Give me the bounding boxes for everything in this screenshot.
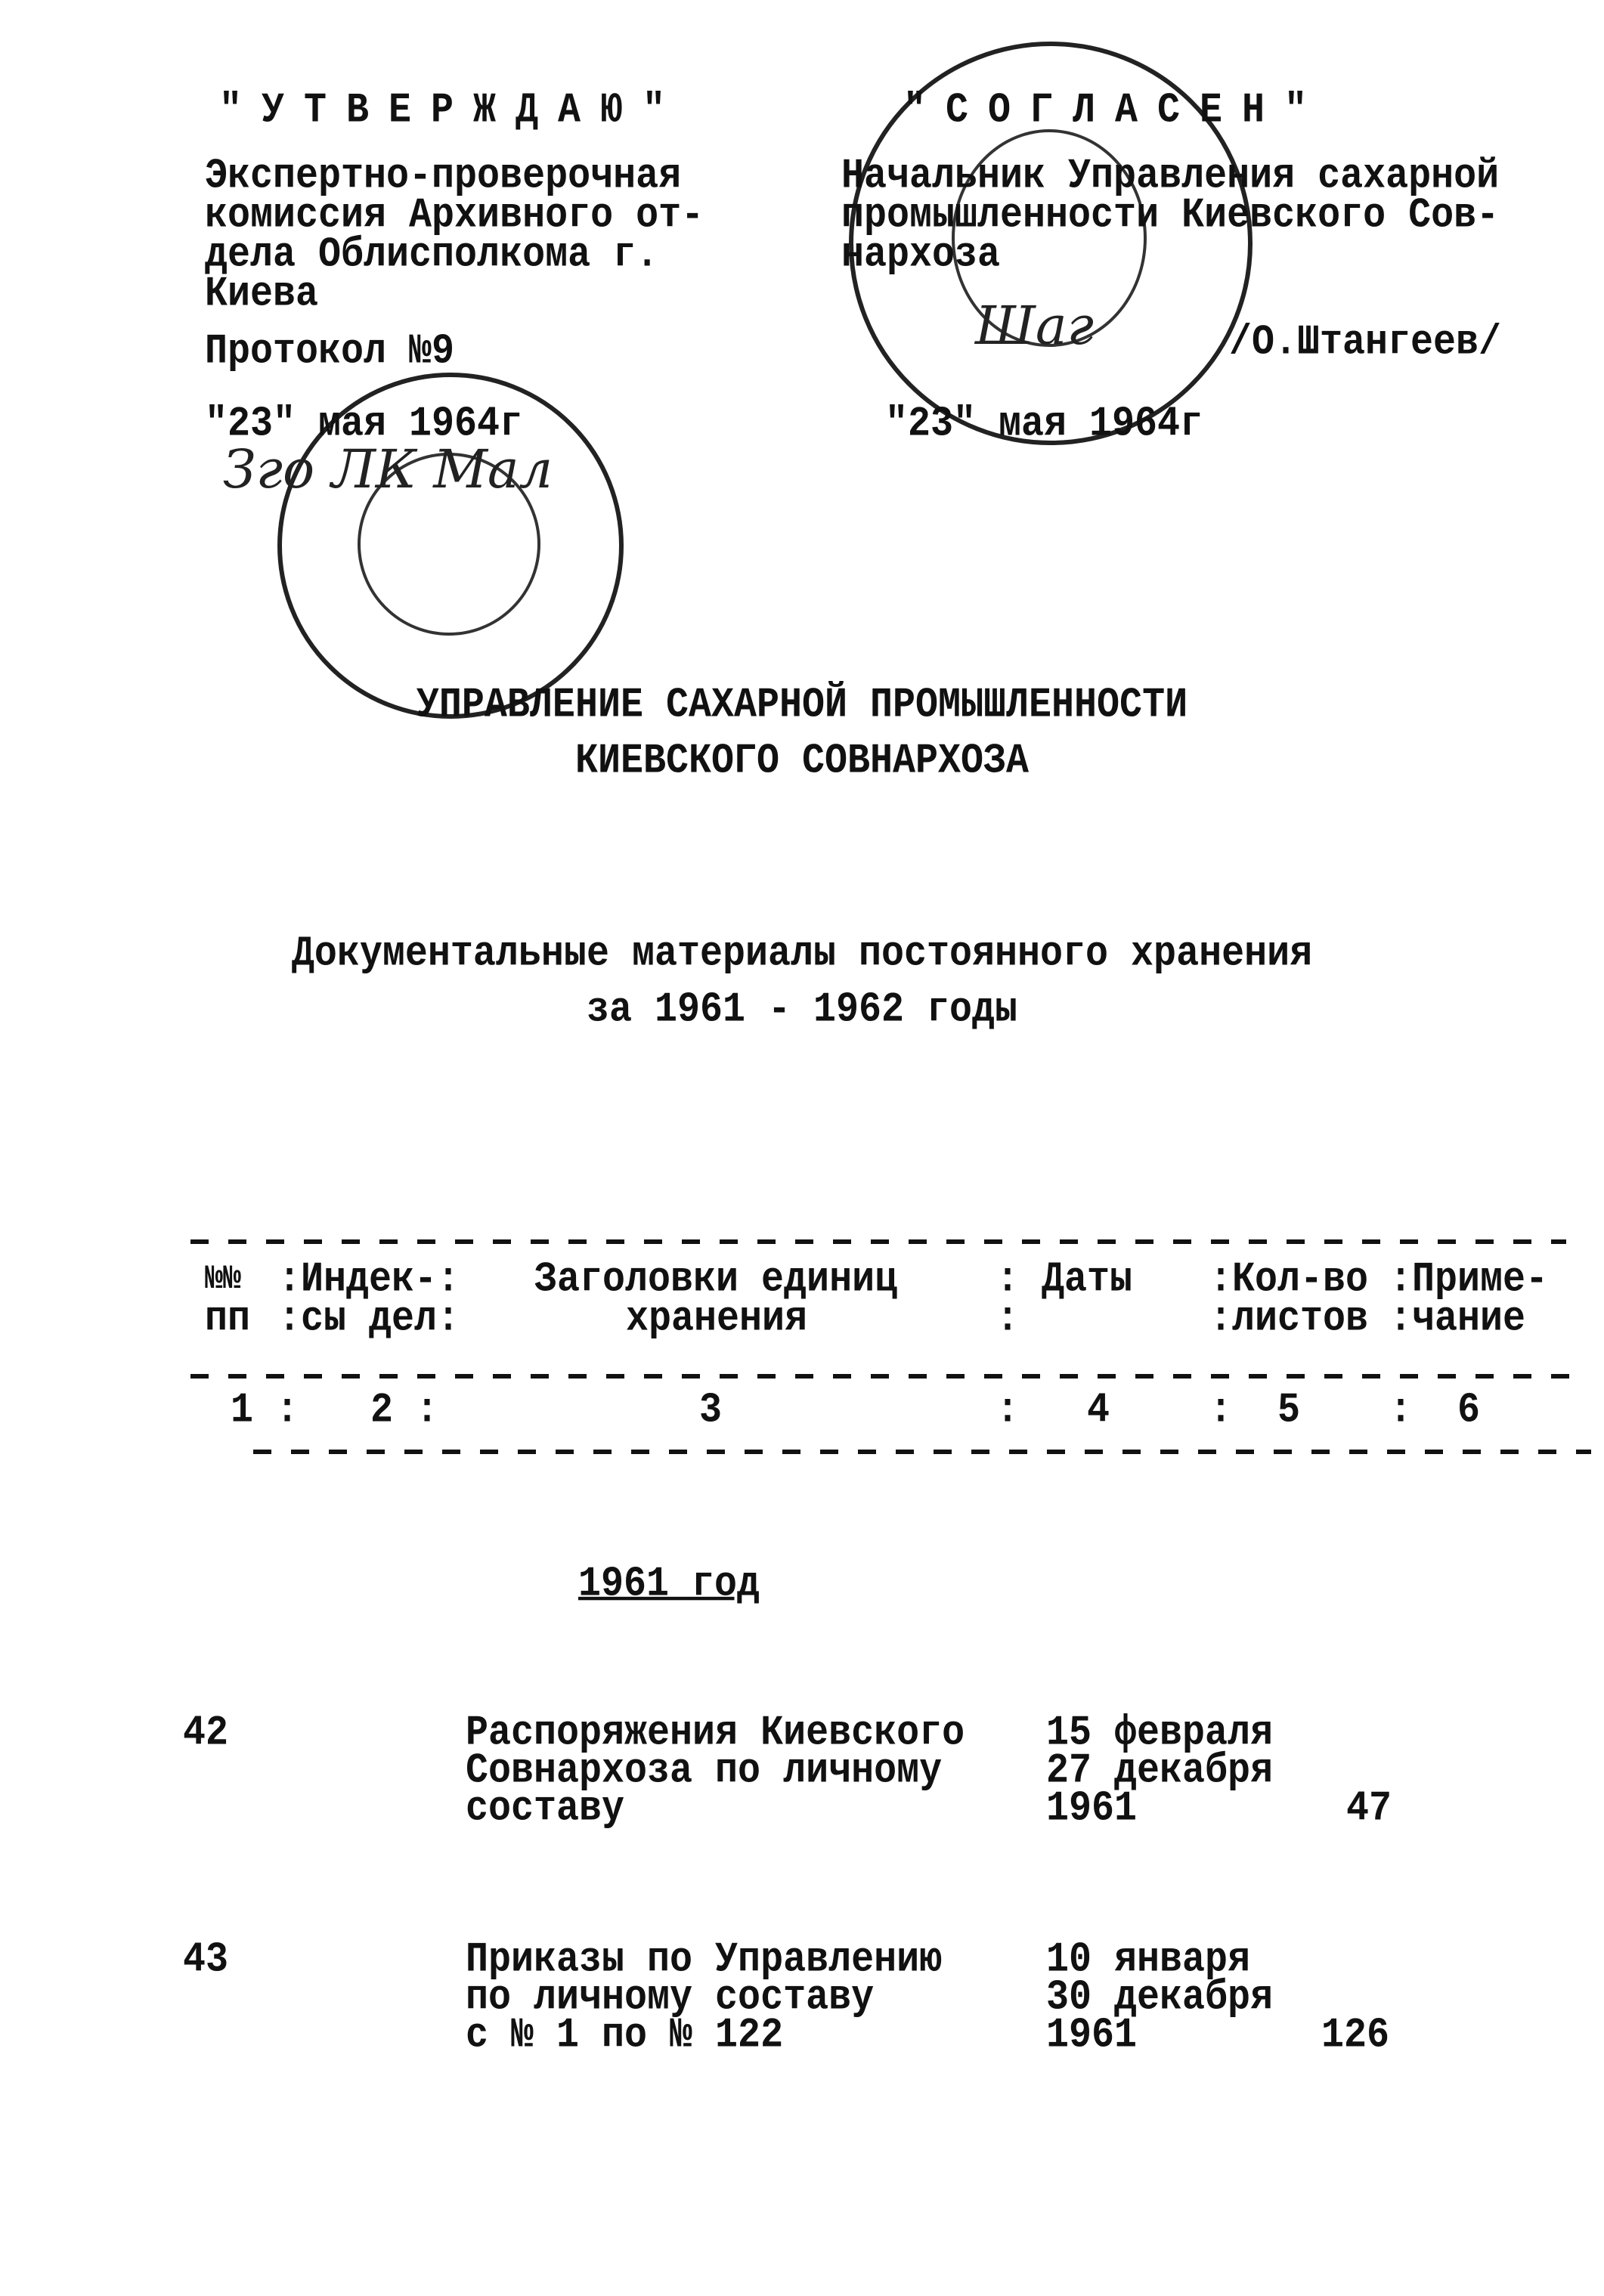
row-title: по личному составу (466, 1973, 875, 2022)
section-year: 1961 год (578, 1560, 760, 1609)
document-subtitle: Документальные материалы постоянного хранения (291, 930, 1313, 979)
approval-line: Киева (205, 270, 319, 319)
column-number: : 5 (1209, 1386, 1301, 1435)
approval-line: комиссия Архивного от- (205, 191, 704, 240)
agreement-line: нархоза (841, 231, 1001, 280)
row-number: 43 (183, 1936, 229, 1985)
header-index: :Индек-: (278, 1255, 460, 1304)
agreement-signatory: /О.Штангеев/ (1229, 318, 1502, 367)
row-title: с № 1 по № 122 (466, 2011, 784, 2060)
organization-title: УПРАВЛЕНИЕ САХАРНОЙ ПРОМЫШЛЕННОСТИ (416, 681, 1188, 730)
table-divider (190, 1239, 1566, 1244)
header-dates: : (996, 1295, 1020, 1344)
row-title: Приказы по Управлению (466, 1936, 943, 1985)
column-number: 2 : (370, 1386, 439, 1435)
table-divider (190, 1374, 1581, 1379)
header-title: хранения (626, 1295, 808, 1344)
header-sheets: :листов (1209, 1295, 1369, 1344)
header-notes: :Приме- (1389, 1255, 1549, 1304)
header-title: Заголовки единиц (534, 1255, 898, 1304)
row-dates: 1961 (1046, 2011, 1138, 2060)
row-dates: 1961 (1046, 1784, 1138, 1833)
header-number: №№ (205, 1261, 242, 1299)
row-dates: 15 февраля (1046, 1709, 1274, 1758)
column-number: 1 : (231, 1386, 299, 1435)
organization-title: КИЕВСКОГО СОВНАРХОЗА (574, 737, 1030, 786)
protocol-number: Протокол №9 (205, 327, 455, 376)
agreement-line: Начальник Управления сахарной (841, 152, 1500, 201)
row-dates: 30 декабря (1046, 1973, 1274, 2022)
row-sheets: 126 (1321, 2011, 1390, 2060)
document-subtitle: за 1961 - 1962 годы (586, 986, 1018, 1035)
column-number: 3 (699, 1386, 723, 1435)
row-number: 42 (183, 1709, 229, 1758)
column-number: : 6 (1389, 1386, 1481, 1435)
column-number: : 4 (996, 1386, 1110, 1435)
row-title: Распоряжения Киевского (466, 1709, 965, 1758)
signature-left: Зго ЛК Мал (223, 438, 553, 500)
approval-date: "23" мая 1964г (205, 400, 523, 449)
row-title: составу (466, 1784, 625, 1833)
row-dates: 10 января (1046, 1936, 1251, 1985)
header-index: :сы дел: (278, 1295, 460, 1344)
header-dates: : Даты (996, 1255, 1133, 1304)
row-title: Совнархоза по личному (466, 1747, 943, 1796)
header-sheets: :Кол-во (1209, 1255, 1369, 1304)
agreement-heading: "СОГЛАСЕН" (903, 86, 1327, 135)
agreement-date: "23" мая 1964г (885, 400, 1203, 449)
header-number: пп (205, 1295, 251, 1344)
approval-line: дела Облисполкома г. (205, 231, 659, 280)
header-notes: :чание (1389, 1295, 1526, 1344)
signature-right: Шаг (975, 295, 1094, 357)
approval-line: Экспертно-проверочная (205, 152, 682, 201)
table-divider (253, 1450, 1591, 1454)
row-dates: 27 декабря (1046, 1747, 1274, 1796)
row-sheets: 47 (1346, 1784, 1392, 1833)
agreement-line: промышленности Киевского Сов- (841, 191, 1500, 240)
approval-heading: "УТВЕРЖДАЮ" (219, 86, 686, 135)
